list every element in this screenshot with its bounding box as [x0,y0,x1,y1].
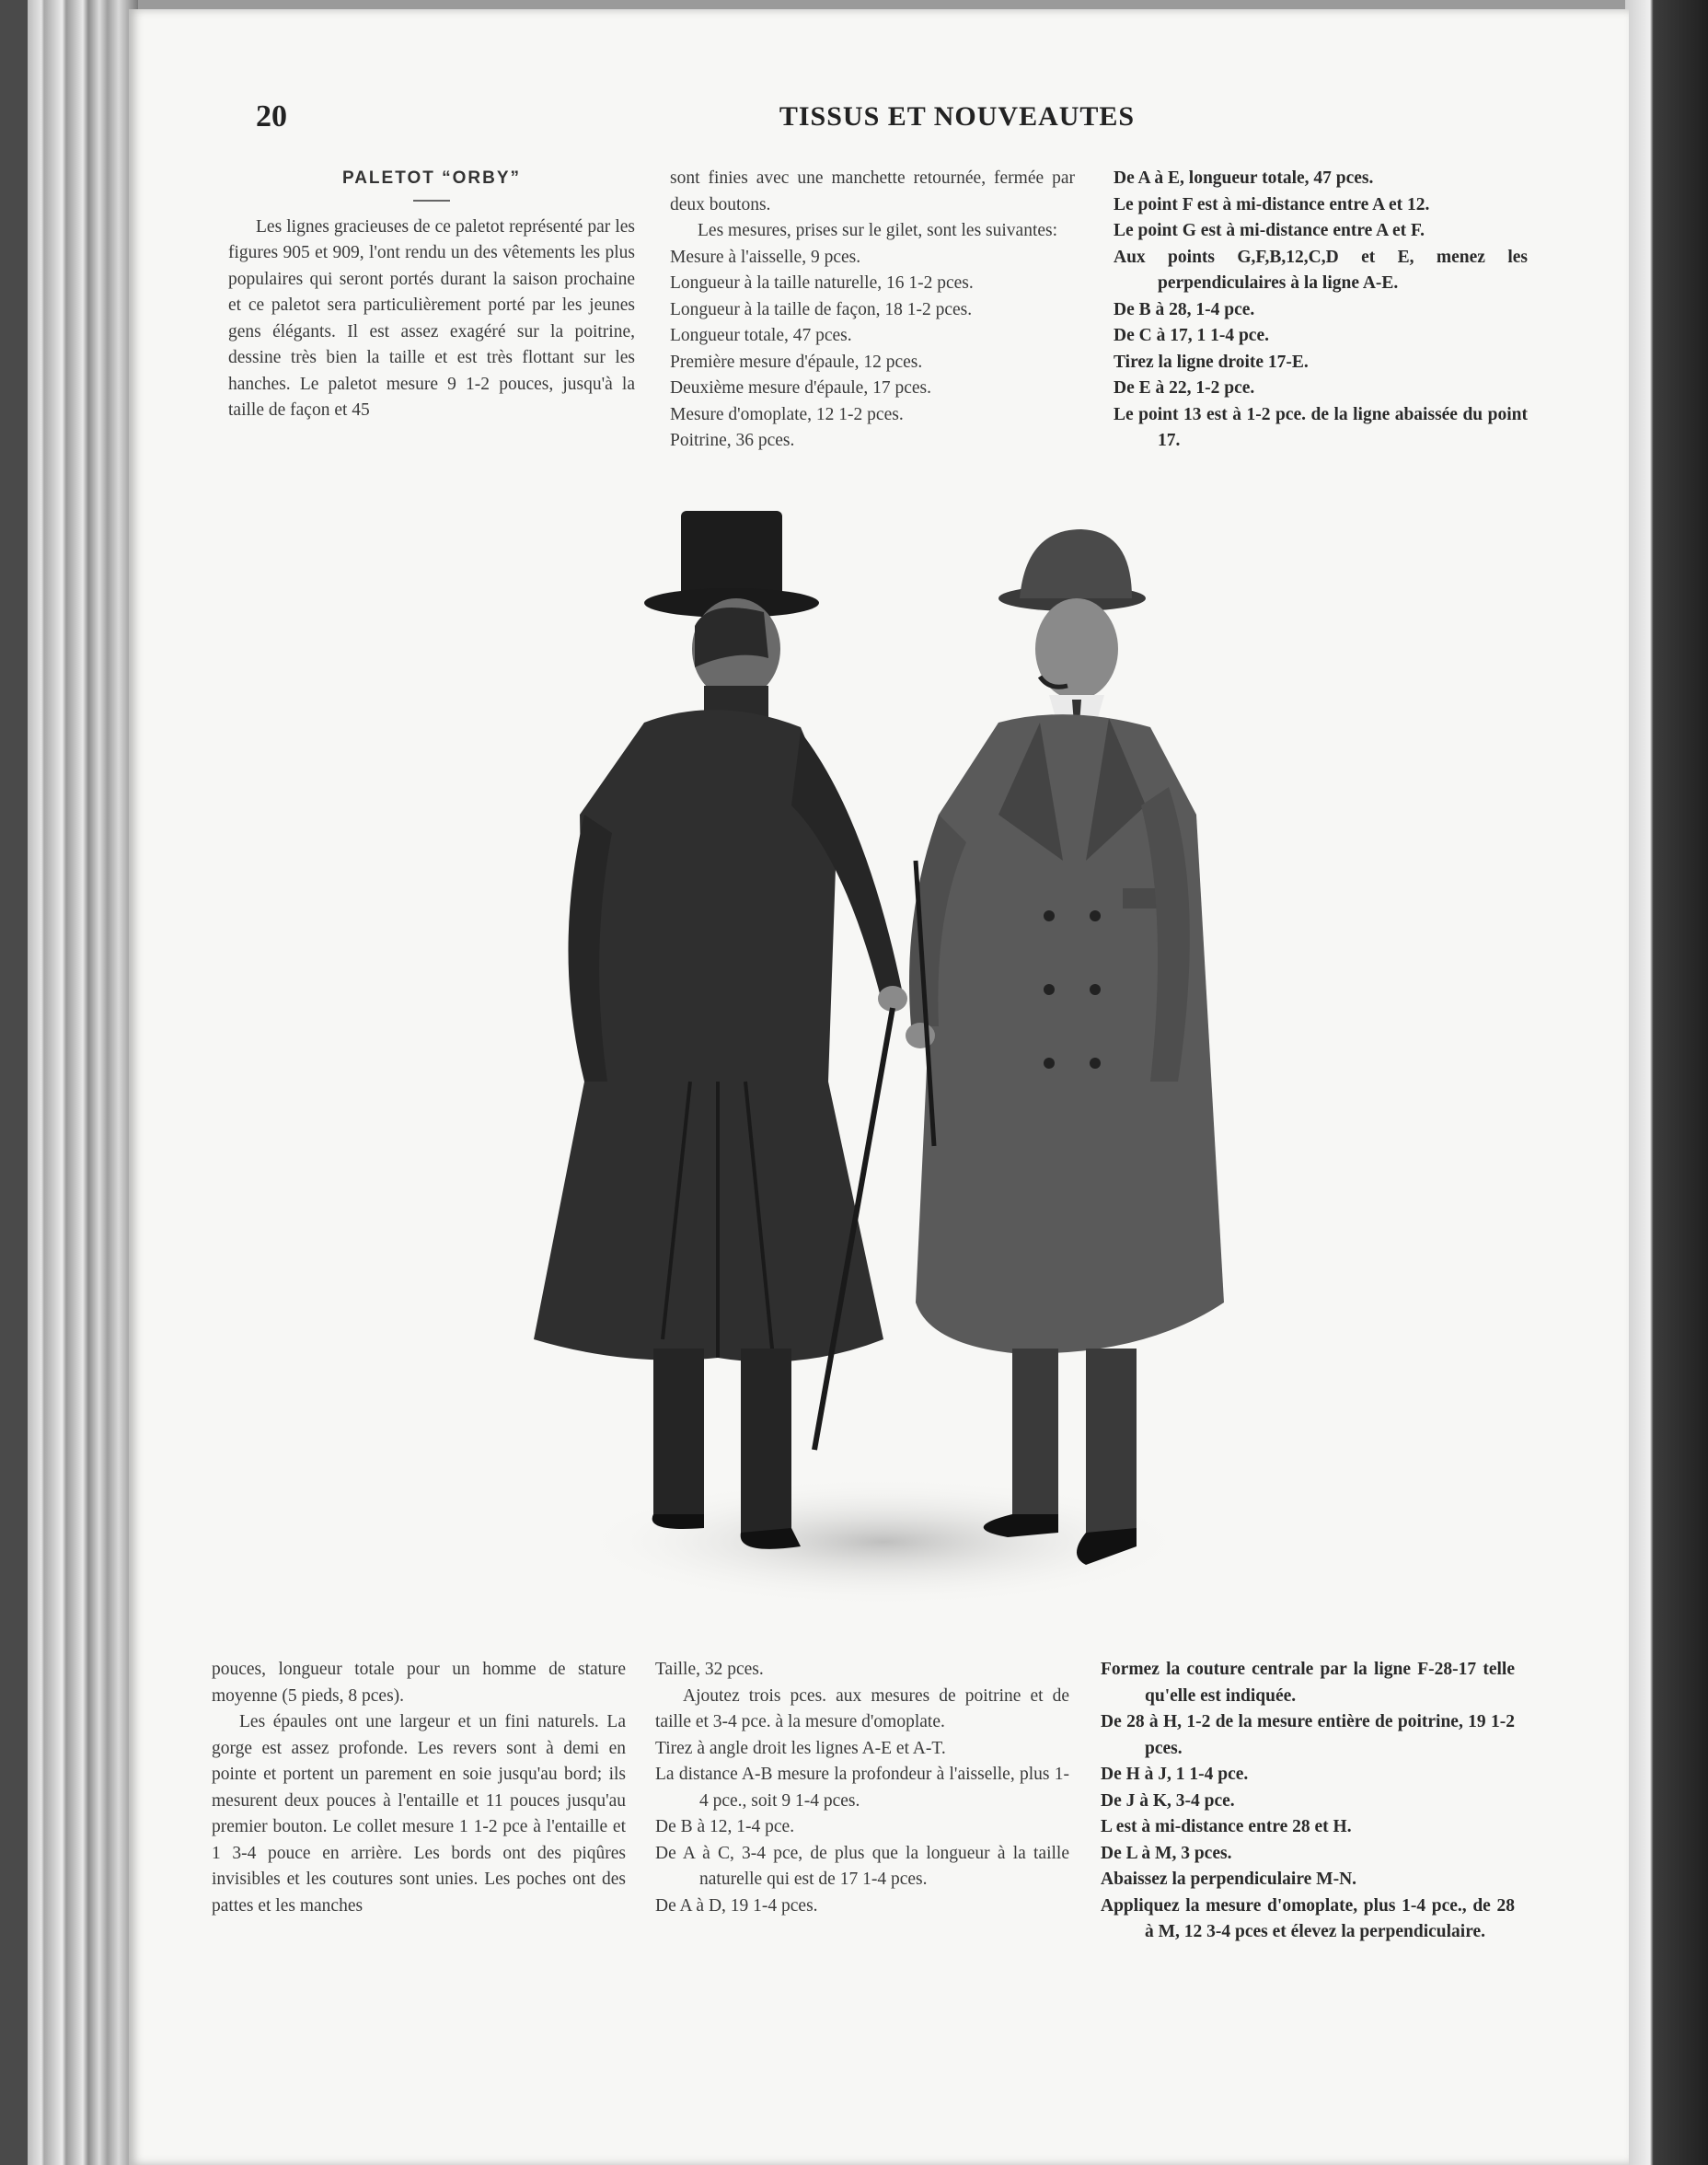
page-number: 20 [256,99,287,133]
instruction: Le point 13 est à 1-2 pce. de la ligne abaissée du point 17. [1114,404,1528,450]
measure-line: Deuxième mesure d'épaule, 17 pces. [670,378,931,398]
instruction: Tirez la ligne droite 17-E. [1114,352,1309,372]
paragraph: Les épaules ont une largeur et un fini naturels. La gorge est assez profonde. Les revers sont à demi en pointe et portent un parement en soie jusqu'au bord; ils mesurent deux pouces à l'entaille et 11 pouces jusqu'au premier bouton. Le collet mesure 1 1-2 pce à l'entaille et 1 3-4 pouce en arrière. Les bords ont des piqûres invisibles et les coutures sont unies. Les poches ont des pattes et les manches [212,1712,626,1916]
paragraph: pouces, longueur totale pour un homme de stature moyenne (5 pieds, 8 pces). [212,1660,626,1706]
bottom-column-2 [655,1657,1069,1919]
measure-line: Première mesure d'épaule, 12 pces. [670,352,923,372]
top-column-1 [228,166,635,424]
measure-line: Mesure à l'aisselle, 9 pces. [670,247,861,267]
instruction: Le point F est à mi-distance entre A et 12. [1114,194,1430,214]
instruction: De L à M, 3 pces. [1101,1843,1232,1863]
instruction: De 28 à H, 1-2 de la mesure entière de poitrine, 19 1-2 pces. [1101,1712,1515,1758]
instruction: Formez la couture centrale par la ligne F-28-17 telle qu'elle est indiquée. [1101,1660,1515,1706]
measure-line: Poitrine, 36 pces. [670,431,795,450]
page [129,9,1629,2165]
instruction: Le point G est à mi-distance entre A et F. [1114,221,1425,240]
instruction: De A à E, longueur totale, 47 pces. [1114,168,1374,188]
paragraph: Ajoutez trois pces. aux mesures de poitrine et de taille et 3-4 pce. à la mesure d'omoplate. [655,1685,1069,1731]
instruction: De B à 28, 1-4 pce. [1114,299,1255,319]
running-head: TISSUS ET NOUVEAUTES [779,101,1136,132]
measure-line: Longueur à la taille naturelle, 16 1-2 pces. [670,273,974,293]
top-column-2 [670,166,1075,455]
figure-bowler-hat-man [906,529,1224,1565]
measure-line: Taille, 32 pces. [655,1660,764,1679]
instruction: Tirez à angle droit les lignes A-E et A-T. [655,1738,946,1758]
measure-line: Mesure d'omoplate, 12 1-2 pces. [670,404,904,424]
measure-line: Longueur à la taille de façon, 18 1-2 pces. [670,299,973,319]
instruction: De C à 17, 1 1-4 pce. [1114,326,1269,345]
instruction: Abaissez la perpendiculaire M-N. [1101,1870,1357,1889]
top-column-3 [1114,166,1528,455]
scan-right-edge [1625,0,1708,2165]
instruction: De J à K, 3-4 pce. [1101,1790,1235,1811]
instruction: De B à 12, 1-4 pce. [655,1817,795,1836]
instruction: Appliquez la mesure d'omoplate, plus 1-4 pce., de 28 à M, 12 3-4 pces et élevez la perpendiculaire. [1101,1895,1515,1941]
bottom-column-3 [1101,1657,1515,1946]
article-title: PALETOT “ORBY” [341,168,522,188]
paragraph: Les lignes gracieuses de ce paletot représenté par les figures 905 et 909, l'ont rendu un des vêtements les plus populaires qui seront portés durant la saison prochaine et ce paletot sera particulièrement porté par les jeunes gens élégants. Il est assez exagéré sur la poitrine, dessine très bien la taille et est très flottant sur les hanches. Le paletot mesure 9 1-2 pouces, jusqu'à la taille de façon et 45 [228,216,635,420]
book-spine [0,0,28,2165]
instruction: De A à C, 3-4 pce, de plus que la longueur à la taille naturelle qui est de 17 1-4 pces. [655,1843,1069,1889]
instruction: De A à D, 19 1-4 pces. [655,1895,818,1916]
instruction: De E à 22, 1-2 pce. [1114,378,1255,398]
paragraph: sont finies avec une manchette retournée, fermée par deux boutons. [670,168,1075,214]
instruction: De H à J, 1 1-4 pce. [1101,1765,1249,1784]
paragraph: Les mesures, prises sur le gilet, sont les suivantes: [698,221,1058,240]
instruction: Aux points G,F,B,12,C,D et E, menez les perpendiculaires à la ligne A-E. [1114,247,1528,293]
figure-top-hat-man [534,511,907,1549]
measure-line: Longueur totale, 47 pces. [670,326,852,345]
bottom-column-1 [212,1657,626,1919]
fashion-illustration [497,511,1279,1634]
instruction: L est à mi-distance entre 28 et H. [1101,1817,1352,1836]
instruction: La distance A-B mesure la profondeur à l'aisselle, plus 1-4 pce., soit 9 1-4 pces. [655,1765,1069,1811]
title-rule [413,200,450,202]
